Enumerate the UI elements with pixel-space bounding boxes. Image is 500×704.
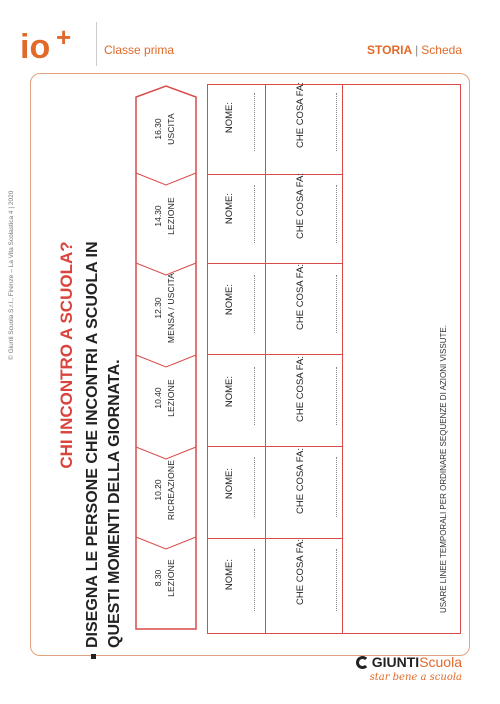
write-line xyxy=(254,549,255,611)
timeline-slot xyxy=(134,538,196,618)
timeline-slot xyxy=(134,89,196,169)
timeline-slot xyxy=(134,358,196,438)
publisher-brand xyxy=(356,654,462,683)
write-line xyxy=(254,457,255,517)
activity-label: CHE COSA FA: xyxy=(294,448,306,514)
slot-label: LEZIONE xyxy=(166,559,176,597)
name-label: NOME: xyxy=(223,559,235,591)
table-hline xyxy=(208,538,343,539)
slot-time: 10.40 xyxy=(153,387,163,409)
slot-time: 8.30 xyxy=(153,569,163,587)
io-plus-logo xyxy=(20,22,86,66)
activity-label: CHE COSA FA: xyxy=(294,539,306,605)
slot-label: USCITA xyxy=(166,113,176,145)
write-line xyxy=(254,275,255,333)
name-label: NOME: xyxy=(223,468,235,500)
write-line xyxy=(336,457,337,517)
activity-label: CHE COSA FA: xyxy=(294,356,306,422)
activity-label: CHE COSA FA: xyxy=(294,173,306,239)
brand-name-1: GIUNTI xyxy=(371,654,420,670)
bullet-icon xyxy=(91,654,96,659)
slot-time: 16.30 xyxy=(153,118,163,140)
timeline-slot xyxy=(134,268,196,348)
worksheet-title: CHI INCONTRO A SCUOLA? xyxy=(57,241,76,469)
table-vline xyxy=(342,85,343,633)
brand-name-2: Scuola xyxy=(419,654,462,670)
write-line xyxy=(336,367,337,425)
name-label: NOME: xyxy=(223,102,235,134)
instruction-line-1 xyxy=(82,241,104,659)
slot-label: LEZIONE xyxy=(166,197,176,235)
slot-time: 10.20 xyxy=(153,479,163,501)
table-hline xyxy=(208,354,343,355)
copyright-text: © Giunti Scuola S.r.l., Firenze – La Vita Scolastica 4 | 2020 xyxy=(8,190,15,360)
subject-separator: | xyxy=(415,43,419,57)
write-line xyxy=(254,185,255,243)
write-line xyxy=(336,275,337,333)
write-line xyxy=(336,185,337,243)
instruction xyxy=(78,139,130,659)
write-line xyxy=(336,549,337,611)
slot-time: 12.30 xyxy=(153,297,163,319)
activity-label: CHE COSA FA: xyxy=(294,82,306,148)
instruction-text-1: DISEGNA LE PERSONE CHE INCONTRI A SCUOLA IN xyxy=(84,241,101,648)
brand-name xyxy=(356,654,462,670)
instruction-text-2: QUESTI MOMENTI DELLA GIORNATA. xyxy=(106,359,123,648)
subject-name: STORIA xyxy=(367,43,413,57)
subject-label xyxy=(367,43,462,57)
header-divider xyxy=(96,22,97,66)
sheet-label: Scheda xyxy=(421,43,462,57)
name-label: NOME: xyxy=(223,376,235,408)
write-line xyxy=(254,367,255,425)
logo-plus: + xyxy=(56,22,72,52)
slot-label: MENSA / USCITA xyxy=(166,272,176,344)
table-hline xyxy=(208,174,343,175)
drawing-table xyxy=(207,84,461,634)
activity-label: CHE COSA FA: xyxy=(294,264,306,330)
class-label: Classe prima xyxy=(104,43,175,57)
giunti-g-icon xyxy=(356,656,369,669)
write-line xyxy=(254,93,255,151)
timeline-slot xyxy=(134,450,196,530)
table-hline xyxy=(208,263,343,264)
table-hline xyxy=(208,446,343,447)
name-label: NOME: xyxy=(223,193,235,225)
name-label: NOME: xyxy=(223,284,235,316)
slot-label: RICREAZIONE xyxy=(166,459,176,521)
slot-label: LEZIONE xyxy=(166,379,176,417)
slot-time: 14.30 xyxy=(153,205,163,227)
brand-tagline: star bene a scuola xyxy=(369,672,462,683)
write-line xyxy=(336,93,337,151)
footer-note: USARE LINEE TEMPORALI PER ORDINARE SEQUENZE DI AZIONI VISSUTE. xyxy=(438,325,448,613)
table-vline xyxy=(265,85,266,633)
logo-text: io xyxy=(20,28,51,66)
timeline-slot xyxy=(134,176,196,256)
